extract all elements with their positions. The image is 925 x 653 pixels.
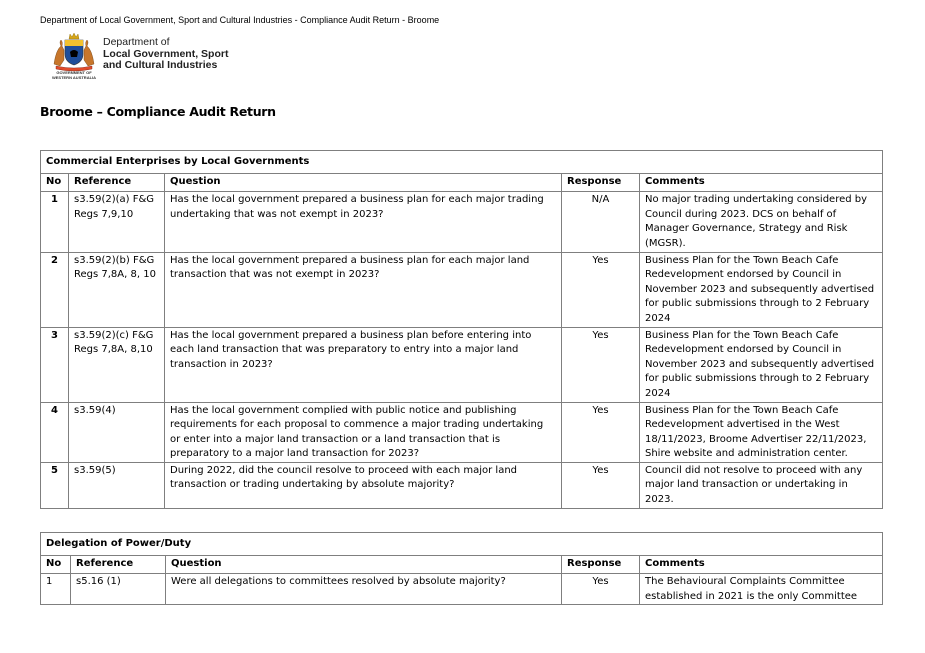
- column-header-question: Question: [165, 173, 562, 192]
- row-response: Yes: [562, 462, 640, 508]
- table-row: [41, 252, 883, 327]
- row-question: During 2022, did the council resolve to proceed with each major land transaction or trading undertaking by absolute majority?: [165, 462, 562, 508]
- column-header-comments: Comments: [640, 173, 883, 192]
- department-logo: [48, 30, 238, 82]
- column-header-response: Response: [562, 173, 640, 192]
- column-header-row: [41, 173, 883, 192]
- column-header-no: No: [41, 173, 69, 192]
- row-number: 4: [41, 402, 69, 462]
- table-row: [41, 574, 883, 605]
- column-header-reference: Reference: [71, 555, 166, 574]
- section-title: Delegation of Power/Duty: [41, 533, 883, 556]
- wordmark-line3: and Cultural Industries: [103, 59, 218, 71]
- row-comments: Business Plan for the Town Beach Cafe Redevelopment endorsed by Council in November 2023 and subsequently advertised for public submissions through to 2 February 2024: [640, 327, 883, 402]
- row-question: Has the local government complied with public notice and publishing requirements for each proposal to commence a major trading undertaking or enter into a major land transaction or a land transaction that is preparatory to a major land transaction for 2023?: [165, 402, 562, 462]
- row-number: 1: [41, 574, 71, 605]
- row-response: Yes: [562, 402, 640, 462]
- row-response: Yes: [562, 574, 640, 605]
- delegation-of-power-table: [40, 532, 883, 605]
- row-response: Yes: [562, 252, 640, 327]
- department-wordmark: [103, 37, 228, 72]
- running-header: Department of Local Government, Sport and Cultural Industries - Compliance Audit Return - Broome: [40, 15, 440, 25]
- document-title: Broome – Compliance Audit Return: [40, 104, 276, 119]
- column-header-response: Response: [562, 555, 640, 574]
- row-question: Has the local government prepared a business plan before entering into each land transaction that was preparatory to entry into a major land transaction in 2023?: [165, 327, 562, 402]
- crest-caption: [48, 71, 100, 80]
- row-response: N/A: [562, 192, 640, 252]
- row-reference: s5.16 (1): [71, 574, 166, 605]
- row-question: Were all delegations to committees resolved by absolute majority?: [166, 574, 562, 605]
- column-header-question: Question: [166, 555, 562, 574]
- commercial-enterprises-table: [40, 150, 883, 509]
- table-row: [41, 462, 883, 508]
- crest-caption-line2: WESTERN AUSTRALIA: [51, 74, 97, 80]
- row-comments: Council did not resolve to proceed with any major land transaction or undertaking in 2023.: [640, 462, 883, 508]
- row-response: Yes: [562, 327, 640, 402]
- crest-caption-line1: GOVERNMENT OF: [56, 70, 92, 75]
- row-number: 3: [41, 327, 69, 402]
- column-header-row: [41, 555, 883, 574]
- row-comments: The Behavioural Complaints Committee established in 2021 is the only Committee: [640, 574, 883, 605]
- wordmark-line2: Local Government, Sport: [103, 47, 229, 60]
- row-reference: s3.59(2)(b) F&G Regs 7,8A, 8, 10: [69, 252, 165, 327]
- column-header-no: No: [41, 555, 71, 574]
- row-question: Has the local government prepared a business plan for each major trading undertaking that was not exempt in 2023?: [165, 192, 562, 252]
- row-number: 5: [41, 462, 69, 508]
- wordmark-line1: Department of: [103, 36, 170, 48]
- row-reference: s3.59(4): [69, 402, 165, 462]
- section-title: Commercial Enterprises by Local Governments: [41, 151, 883, 174]
- row-comments: No major trading undertaking considered by Council during 2023. DCS on behalf of Manager Governance, Strategy and Risk (MGSR).: [640, 192, 883, 252]
- row-comments: Business Plan for the Town Beach Cafe Redevelopment advertised in the West 18/11/2023, Broome Advertiser 22/11/2023, Shire website and administration center.: [640, 402, 883, 462]
- row-number: 2: [41, 252, 69, 327]
- row-reference: s3.59(2)(c) F&G Regs 7,8A, 8,10: [69, 327, 165, 402]
- row-reference: s3.59(5): [69, 462, 165, 508]
- row-reference: s3.59(2)(a) F&G Regs 7,9,10: [69, 192, 165, 252]
- table-row: [41, 402, 883, 462]
- row-number: 1: [41, 192, 69, 252]
- column-header-comments: Comments: [640, 555, 883, 574]
- column-header-reference: Reference: [69, 173, 165, 192]
- table-row: [41, 192, 883, 252]
- row-question: Has the local government prepared a business plan for each major land transaction that was not exempt in 2023?: [165, 252, 562, 327]
- row-comments: Business Plan for the Town Beach Cafe Redevelopment endorsed by Council in November 2023 and subsequently advertised for public submissions through to 2 February 2024: [640, 252, 883, 327]
- table-row: [41, 327, 883, 402]
